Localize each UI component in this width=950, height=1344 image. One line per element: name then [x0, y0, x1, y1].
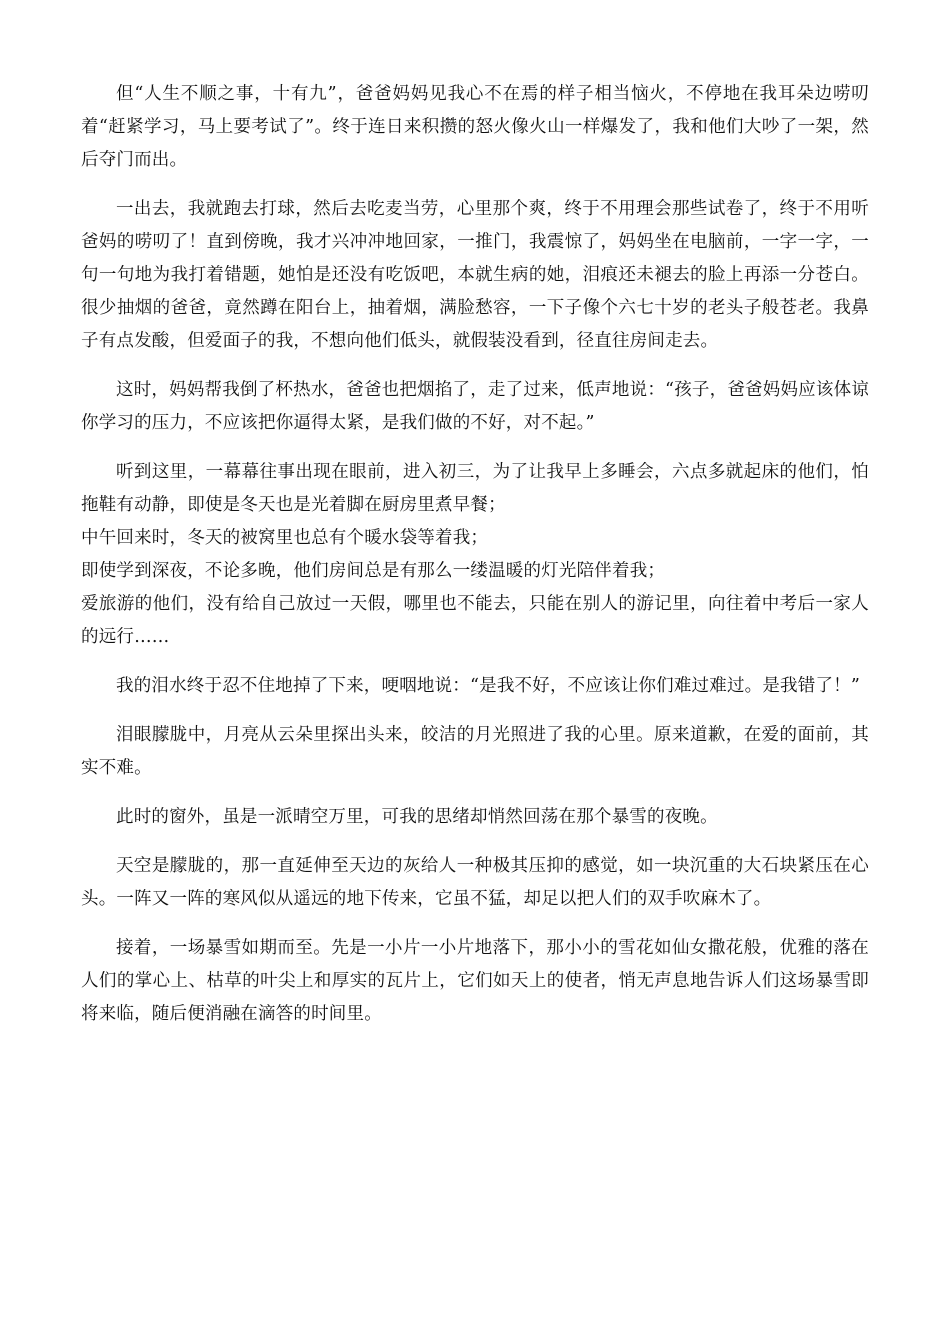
paragraph-snowfall: 接着，一场暴雪如期而至。先是一小片一小片地落下，那小小的雪花如仙女撒花般，优雅的落在人们的掌心上、枯草的叶尖上和厚实的瓦片上，它们如天上的使者，悄无声息地告诉人们这场暴雪即将来临，随后便消融在滴答的时间里。: [81, 938, 869, 1024]
paragraph-argument: 但“人生不顺之事，十有九”，爸爸妈妈见我心不在焉的样子相当恼火，不停地在我耳朵边唠叨着“赶紧学习，马上要考试了”。终于连日来积攒的怒火像火山一样爆发了，我和他们大吵了一架，然后夺门而出。: [81, 84, 869, 170]
memory-line-night: 即使学到深夜，不论多晚，他们房间总是有那么一缕温暖的灯光陪伴着我；: [81, 561, 666, 581]
memory-line-noon: 中午回来时，冬天的被窝里也总有个暖水袋等着我；: [81, 528, 489, 548]
paragraph-moonlight: 泪眼朦胧中，月亮从云朵里探出头来，皎洁的月光照进了我的心里。原来道歉，在爱的面前，其实不难。: [81, 725, 869, 778]
paragraph-sky: 天空是朦胧的，那一直延伸至天边的灰给人一种极其压抑的感觉，如一块沉重的大石块紧压在心头。一阵又一阵的寒风似从遥远的地下传来，它虽不猛，却足以把人们的双手吹麻木了。: [81, 856, 869, 909]
memory-line-travel: 爱旅游的他们，没有给自己放过一天假，哪里也不能去，只能在别人的游记里，向往着中考后一家人的远行……: [81, 594, 869, 647]
document-body: [81, 78, 869, 1047]
paragraph-my-apology: 我的泪水终于忍不住地掉了下来，哽咽地说：“是我不好，不应该让你们难过难过。是我错了！”: [116, 676, 860, 696]
paragraph-window: 此时的窗外，虽是一派晴空万里，可我的思绪却悄然回荡在那个暴雪的夜晚。: [116, 807, 718, 827]
paragraph-going-out: 一出去，我就跑去打球，然后去吃麦当劳，心里那个爽，终于不用理会那些试卷了，终于不用听爸妈的唠叨了！直到傍晚，我才兴冲冲地回家，一推门，我震惊了，妈妈坐在电脑前，一字一字，一句一句地为我打着错题，她怕是还没有吃饭吧，本就生病的她，泪痕还未褪去的脸上再添一分苍白。很少抽烟的爸爸，竟然蹲在阳台上，抽着烟，满脸愁容，一下子像个六七十岁的老头子般苍老。我鼻子有点发酸，但爱面子的我，不想向他们低头，就假装没看到，径直往房间走去。: [81, 199, 869, 351]
paragraph-parents-apology: 这时，妈妈帮我倒了杯热水，爸爸也把烟掐了，走了过来，低声地说：“孩子，爸爸妈妈应该体谅你学习的压力，不应该把你逼得太紧，是我们做的不好，对不起。”: [81, 380, 869, 433]
paragraph-memories: 听到这里，一幕幕往事出现在眼前，进入初三，为了让我早上多睡会，六点多就起床的他们，怕拖鞋有动静，即使是冬天也是光着脚在厨房里煮早餐；: [81, 462, 869, 515]
